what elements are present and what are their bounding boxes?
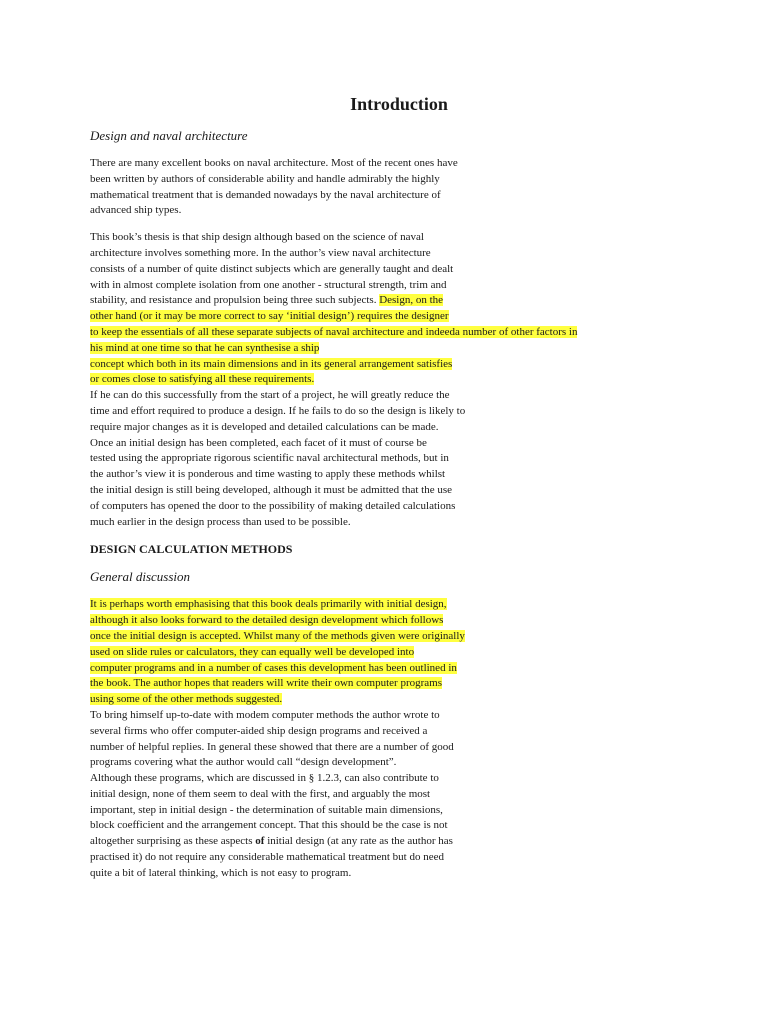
text-line [90,834,690,850]
text-line: several firms who offer computer-aided ship design programs and received a [90,724,428,737]
text-line: If he can do this successfully from the start of a project, he will greatly reduce the [90,389,450,402]
highlighted-text: his mind at one time so that he can synthesise a ship [90,341,320,354]
page-title: Introduction [350,94,448,114]
text-line: consists of a number of quite distinct subjects which are generally taught and dealt [90,262,454,275]
text-line: block coefficient and the arrangement concept. That this should be the case is not [90,819,448,832]
text-line: There are many excellent books on naval architecture. Most of the recent ones have [90,157,458,169]
subtitle-design-naval-architecture: Design and naval architecture [90,128,248,143]
text-line [90,629,690,645]
text-line: require major changes as it is developed and detailed calculations can be made. [90,420,439,433]
text-line [90,661,690,677]
text-segment: altogether surprising as these aspects [90,835,253,848]
text-line: practised it) do not require any considerable mathematical treatment but do need [90,851,445,864]
text-line: Although these programs, which are discussed in § 1.2.3, can also contribute to [90,772,439,785]
bold-text: of [255,835,265,848]
highlighted-text: or comes close to satisfying all these requirements. [90,373,315,386]
text-line: architecture involves something more. In the author’s view naval architecture [90,246,431,259]
highlighted-text: using some of the other methods suggested. [90,693,283,706]
highlighted-text: other hand (or it may be more correct to say ‘initial design’) requires the designer [90,310,449,323]
text-line [90,692,690,708]
text-line: initial design, none of them seem to deal with the first, and arguably the most [90,787,431,800]
text-segment: stability, and resistance and propulsion being three such subjects. [90,294,377,307]
paragraph-2 [90,230,690,530]
text-line [90,676,690,692]
text-segment: initial design (at any rate as the author has [267,835,453,848]
text-line: with in almost complete isolation from one another - structural strength, trim and [90,278,447,291]
text-line [90,357,690,373]
paragraph-1 [90,156,690,219]
text-line [90,341,690,357]
text-line [90,613,690,629]
text-line: tested using the appropriate rigorous scientific naval architectural methods, but in [90,452,449,465]
subtitle-general-discussion: General discussion [90,569,191,585]
text-line: much earlier in the design process than used to be possible. [90,515,351,528]
document-page [90,92,690,893]
text-line: been written by authors of considerable ability and handle admirably the highly [90,172,440,185]
text-line [90,645,690,661]
text-line: the initial design is still being developed, although it must be admitted that the use [90,483,453,496]
text-line [90,597,690,613]
highlighted-text: It is perhaps worth emphasising that this book deals primarily with initial design, [90,598,447,611]
text-line: advanced ship types. [90,204,182,217]
text-line: quite a bit of lateral thinking, which is not easy to program. [90,866,352,879]
text-line [90,309,690,325]
text-line: mathematical treatment that is demanded nowadays by the naval architecture of [90,188,441,201]
text-line: programs covering what the author would call “design development”. [90,756,397,769]
text-line [90,372,690,388]
highlighted-text: to keep the essentials of all these separate subjects of naval architecture and indeeda number of other factors in [90,325,578,338]
highlighted-text: used on slide rules or calculators, they can equally well be developed into [90,645,415,658]
text-line: To bring himself up-to-date with modem computer methods the author wrote to [90,708,440,721]
highlighted-text: although it also looks forward to the detailed design development which follows [90,614,444,627]
text-line: important, step in initial design - the determination of suitable main dimensions, [90,803,443,816]
text-line [90,293,690,309]
text-line: the author’s view it is ponderous and time wasting to apply these methods whilst [90,468,446,481]
text-line: time and effort required to produce a design. If he fails to do so the design is likely to [90,404,466,417]
highlighted-text: Design, on the [379,294,444,307]
text-line: number of helpful replies. In general these showed that there are a number of good [90,740,454,753]
section-heading-design-calculation-methods: DESIGN CALCULATION METHODS [90,542,293,557]
highlighted-text: the book. The author hopes that readers will write their own computer programs [90,677,443,690]
text-line: This book’s thesis is that ship design although based on the science of naval [90,231,424,244]
highlighted-text: once the initial design is accepted. Whilst many of the methods given were originally [90,629,465,642]
highlighted-text: computer programs and in a number of cases this development has been outlined in [90,661,457,674]
paragraph-3 [90,597,690,881]
text-line [90,325,690,341]
text-line: Once an initial design has been completed, each facet of it must of course be [90,436,427,449]
text-line: of computers has opened the door to the possibility of making detailed calculations [90,499,456,512]
highlighted-text: concept which both in its main dimensions and in its general arrangement satisfies [90,357,453,370]
